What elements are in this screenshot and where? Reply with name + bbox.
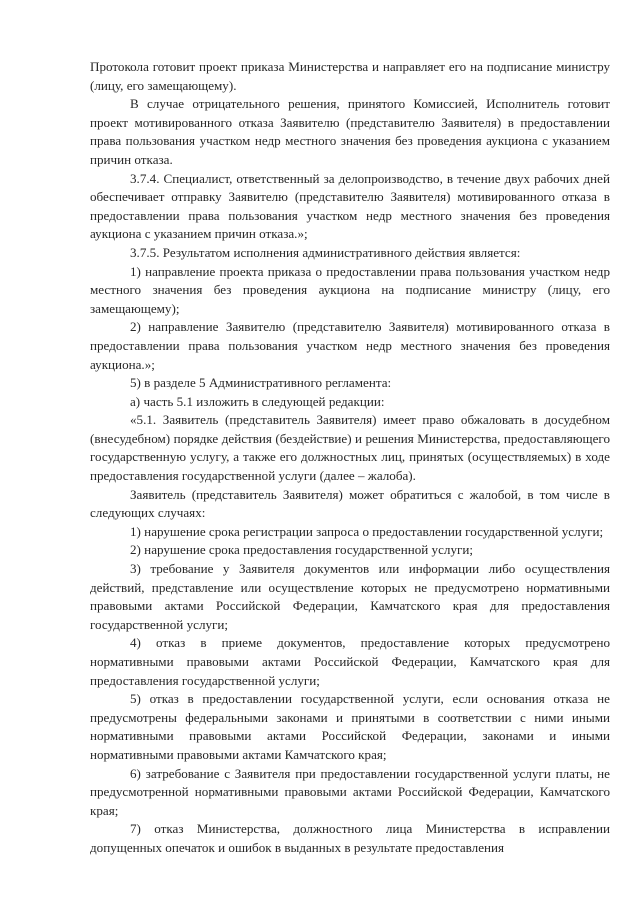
- list-item-case-7: 7) отказ Министерства, должностного лица Министерства в исправлении допущенных опечаток и ошибок в выданных в результате предоставления: [90, 821, 610, 855]
- paragraph-complaint-cases: Заявитель (представитель Заявителя) может обратиться с жалобой, в том числе в следующих случаях:: [90, 486, 610, 521]
- paragraph-result-1: 1) направление проекта приказа о предоставлении права пользования участком недр местного значения без проведения аукциона на подписание министру (лицу, его замещающему);: [90, 263, 610, 316]
- paragraph-3-7-4: 3.7.4. Специалист, ответственный за делопроизводство, в течение двух рабочих дней обеспечивает отправку Заявителю (представителю Заявителя) мотивированного отказа в предоставлении права пользования участком недр местного значения без проведения аукциона с указанием причин отказа.»;: [90, 170, 610, 242]
- paragraph-5-1-text: «5.1. Заявитель (представитель Заявителя) имеет право обжаловать в досудебном (внесудебном) порядке действия (бездействие) и решения Министерства, предоставляющего государственную услугу, а также его должностных лиц, принятых (осуществляемых) в ходе предоставления государственной услуги (далее – жалоба).: [90, 412, 610, 484]
- paragraph-protocol-continuation: Протокола готовит проект приказа Министерства и направляет его на подписание министру (лицу, его замещающему).: [90, 59, 610, 93]
- paragraph-negative-decision: В случае отрицательного решения, принятого Комиссией, Исполнитель готовит проект мотивированного отказа Заявителю (представителю Заявителя) в предоставлении права пользования участком недр местного значения без проведения аукциона с указанием причин отказа.: [90, 96, 610, 167]
- paragraph-part-5-1: а) часть 5.1 изложить в следующей редакции:: [130, 393, 385, 409]
- document-body: [90, 58, 610, 858]
- list-item-case-4: 4) отказ в приеме документов, предоставление которых предусмотрено нормативными правовыми актами Российской Федерации, Камчатского края для предоставления государственной услуги;: [90, 635, 610, 688]
- list-item-case-3: 3) требование у Заявителя документов или информации либо осуществления действий, представление или осуществление которых не предусмотрено нормативными правовыми актами Российской Федерации, Камчатского края для предоставления государственной услуги;: [90, 561, 610, 632]
- paragraph-section-5: 5) в разделе 5 Административного регламента:: [130, 375, 392, 391]
- list-item-case-5: 5) отказ в предоставлении государственной услуги, если основания отказа не предусмотрены федеральными законами и принятыми в соответствии с ними иными нормативными правовыми актами Российской Федерации, законами и иными нормативными правовыми актами Камчатского края;: [90, 691, 610, 762]
- list-item-case-6: 6) затребование с Заявителя при предоставлении государственной услуги платы, не предусмотренной нормативными правовыми актами Российской Федерации, Камчатского края;: [90, 765, 610, 818]
- paragraph-3-7-5: 3.7.5. Результатом исполнения административного действия является:: [130, 244, 521, 260]
- paragraph-result-2: 2) направление Заявителю (представителю Заявителя) мотивированного отказа в предоставлении права пользования участком недр местного значения без проведения аукциона.»;: [90, 319, 610, 372]
- list-item-case-2: 2) нарушение срока предоставления государственной услуги;: [130, 542, 474, 558]
- list-item-case-1: 1) нарушение срока регистрации запроса о предоставлении государственной услуги;: [130, 523, 604, 539]
